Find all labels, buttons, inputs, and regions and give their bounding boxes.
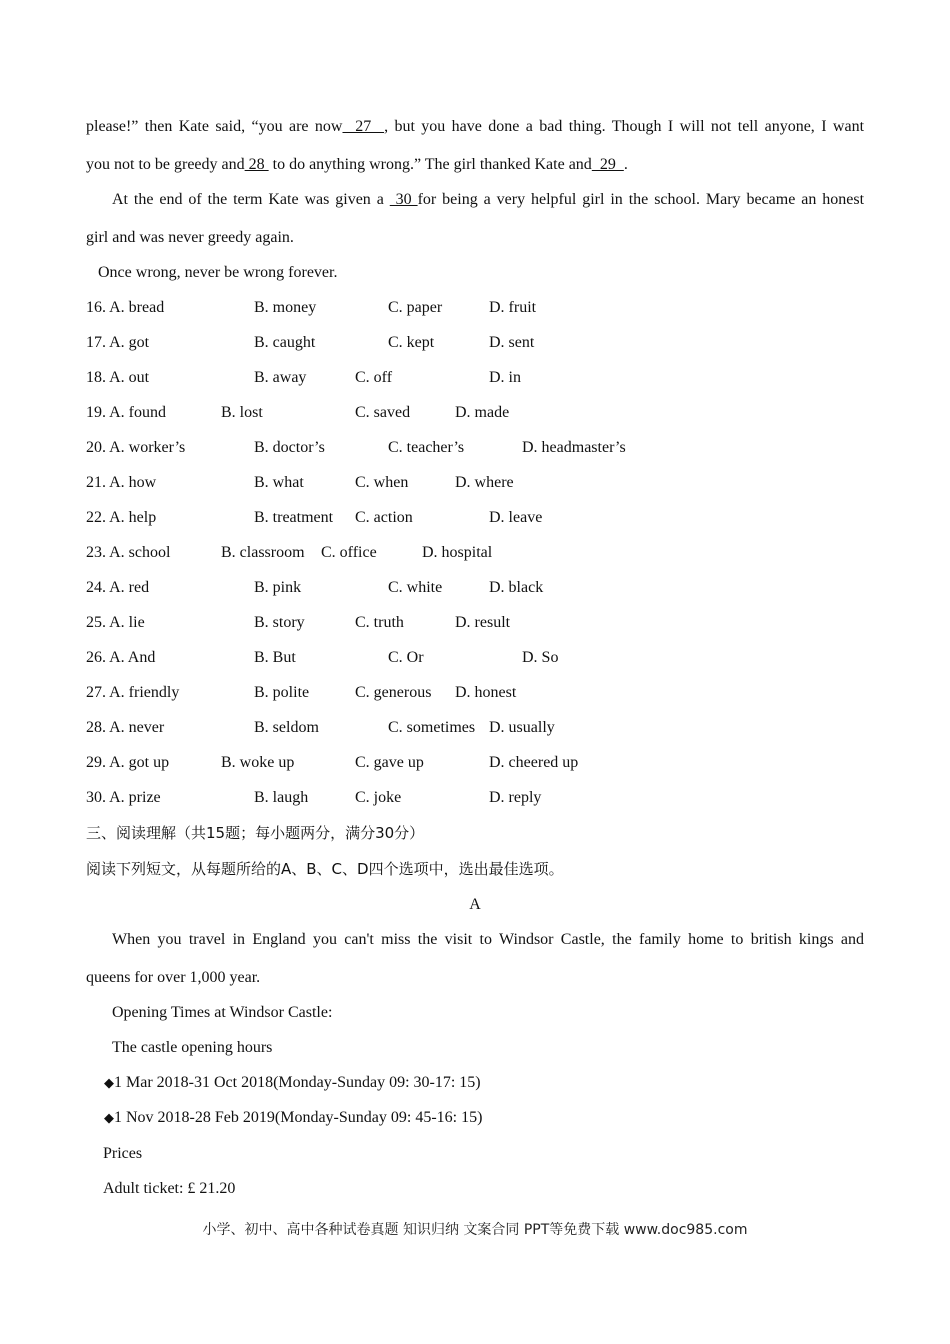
prices-heading: Prices	[103, 1145, 143, 1162]
option-c: C. paper	[388, 299, 443, 316]
option-b: B. caught	[254, 334, 316, 351]
option-b: B. doctor’s	[254, 439, 325, 456]
option-b: B. lost	[221, 404, 263, 421]
option-a: 30. A. prize	[86, 789, 161, 806]
option-c: C. Or	[388, 649, 424, 666]
option-b: B. laugh	[254, 789, 309, 806]
option-a: 19. A. found	[86, 404, 166, 421]
option-d: D. black	[489, 579, 544, 596]
option-c: C. truth	[355, 614, 404, 631]
option-b: B. what	[254, 474, 304, 491]
page-footer: 小学、初中、高中各种试卷真题 知识归纳 文案合同 PPT等免费下载 www.doc985.com	[202, 1222, 748, 1238]
option-a: 16. A. bread	[86, 299, 165, 316]
option-a: 25. A. lie	[86, 614, 145, 631]
hours-item-1: ◆1 Mar 2018-31 Oct 2018(Monday-Sunday 09: 30-17: 15)	[104, 1074, 481, 1091]
option-d: D. honest	[455, 684, 517, 701]
blank-30: 30	[389, 191, 418, 208]
option-d: D. sent	[489, 334, 535, 351]
option-c: C. action	[355, 509, 413, 526]
blank-27: 27	[342, 118, 385, 135]
option-a: 21. A. how	[86, 474, 157, 491]
option-d: D. reply	[489, 789, 542, 806]
option-c: C. when	[355, 474, 409, 491]
section-instruction: 阅读下列短文，从每题所给的A、B、C、D四个选项中，选出最佳选项。	[86, 860, 564, 878]
option-b: B. away	[254, 369, 307, 386]
diamond-bullet-icon: ◆	[104, 1111, 114, 1126]
passage-moral: Once wrong, never be wrong forever.	[98, 264, 338, 281]
option-a: 23. A. school	[86, 544, 171, 561]
option-c: C. office	[321, 544, 377, 561]
diamond-bullet-icon: ◆	[104, 1076, 114, 1091]
opening-hours: The castle opening hours	[112, 1039, 273, 1056]
intro-line-1: When you travel in England you can't miss the visit to Windsor Castle, the family home to british kings and	[112, 931, 864, 948]
hours-item-2: ◆1 Nov 2018-28 Feb 2019(Monday-Sunday 09: 45-16: 15)	[104, 1109, 483, 1126]
blank-29: 29	[591, 156, 624, 173]
option-c: C. off	[355, 369, 393, 386]
option-b: B. story	[254, 614, 305, 631]
opening-times: Opening Times at Windsor Castle:	[112, 1004, 333, 1021]
intro-line-2: queens for over 1,000 year.	[86, 969, 261, 986]
option-b: B. classroom	[221, 544, 305, 561]
option-b: B. polite	[254, 684, 310, 701]
option-b: B. money	[254, 299, 317, 316]
option-c: C. generous	[355, 684, 432, 701]
option-b: B. treatment	[254, 509, 334, 526]
adult-ticket: Adult ticket: £ 21.20	[103, 1180, 236, 1197]
option-c: C. saved	[355, 404, 411, 421]
option-d: D. where	[455, 474, 514, 491]
option-c: C. white	[388, 579, 443, 596]
option-d: D. fruit	[489, 299, 537, 316]
passage-line-2: you not to be greedy and 28 to do anything wrong.” The girl thanked Kate and 29 .	[86, 156, 628, 173]
option-a: 28. A. never	[86, 719, 165, 736]
option-a: 20. A. worker’s	[86, 439, 186, 456]
option-c: C. gave up	[355, 754, 424, 771]
option-a: 26. A. And	[86, 649, 156, 666]
option-d: D. So	[522, 649, 559, 666]
part-label: A	[469, 896, 481, 913]
option-b: B. seldom	[254, 719, 319, 736]
option-c: C. sometimes	[388, 719, 476, 736]
option-d: D. cheered up	[489, 754, 579, 771]
passage-line-4: girl and was never greedy again.	[86, 229, 294, 246]
option-b: B. pink	[254, 579, 302, 596]
option-c: C. teacher’s	[388, 439, 465, 456]
option-b: B. But	[254, 649, 296, 666]
option-a: 17. A. got	[86, 334, 150, 351]
option-c: C. joke	[355, 789, 402, 806]
option-a: 22. A. help	[86, 509, 157, 526]
option-d: D. headmaster’s	[522, 439, 626, 456]
option-a: 27. A. friendly	[86, 684, 180, 701]
option-c: C. kept	[388, 334, 435, 351]
option-d: D. made	[455, 404, 510, 421]
option-d: D. leave	[489, 509, 543, 526]
option-d: D. result	[455, 614, 511, 631]
option-d: D. in	[489, 369, 521, 386]
option-b: B. woke up	[221, 754, 295, 771]
option-a: 18. A. out	[86, 369, 150, 386]
option-a: 24. A. red	[86, 579, 150, 596]
option-a: 29. A. got up	[86, 754, 170, 771]
option-d: D. usually	[489, 719, 555, 736]
section-heading: 三、阅读理解（共15题；每小题两分，满分30分）	[86, 824, 425, 842]
passage-line-1: please!” then Kate said, “you are now 27 , but you have done a bad thing. Though I will not tell anyone, I want	[86, 118, 865, 135]
blank-28: 28	[244, 156, 269, 173]
passage-line-3: At the end of the term Kate was given a 30 for being a very helpful girl in the school. Mary became an honest	[112, 191, 865, 208]
option-d: D. hospital	[422, 544, 493, 561]
